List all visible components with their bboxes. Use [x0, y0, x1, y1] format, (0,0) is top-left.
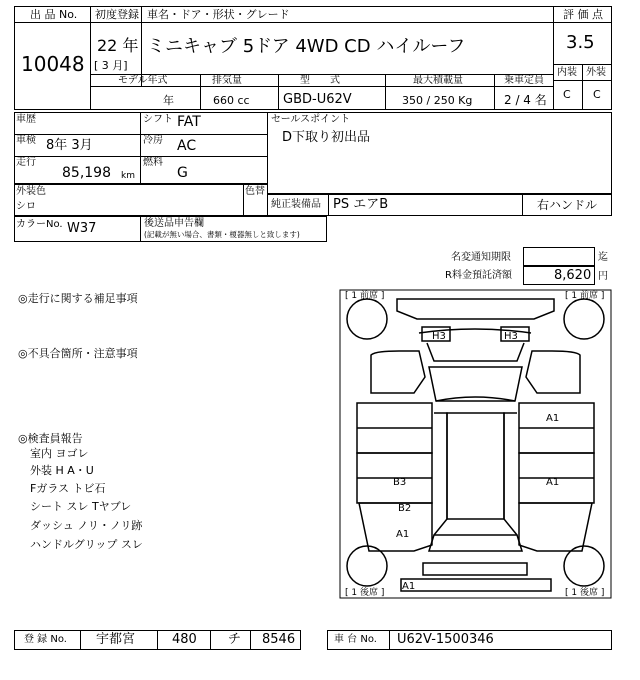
score: 3.5 — [566, 32, 595, 53]
inspector-line: 外装 H A・U — [30, 464, 94, 477]
mileage: 85,198 — [62, 165, 111, 181]
chassis-number: U62V-1500346 — [397, 632, 494, 647]
registration-kana: チ — [228, 632, 242, 647]
history-label: 車歴 — [16, 114, 36, 125]
model-year-unit: 年 — [163, 94, 174, 107]
driving-notes-title: ◎走行に関する補足事項 — [18, 292, 138, 305]
aftermarket-label: 後送品申告欄 — [144, 218, 204, 229]
mileage-unit: km — [121, 171, 135, 181]
genuine-equipment: PS エアB — [333, 197, 389, 212]
interior-grade: C — [563, 88, 571, 101]
car-name-label: 車名・ドア・形状・グレード — [147, 8, 290, 21]
registration-class: 480 — [172, 632, 197, 647]
lot-number: 10048 — [21, 52, 85, 76]
exterior-color-box — [14, 184, 268, 216]
fuel: G — [177, 165, 188, 181]
shift-label: シフト — [143, 114, 173, 125]
damage-mark-b3: B3 — [393, 477, 407, 488]
defects-title: ◎不具合箇所・注意事項 — [18, 347, 138, 360]
displacement: 660 cc — [213, 94, 250, 107]
capacity-label: 乗車定員 — [504, 75, 544, 86]
damage-mark-a1-rear: A1 — [402, 581, 416, 592]
ac: AC — [177, 138, 197, 154]
score-label: 評 価 点 — [563, 8, 603, 21]
damage-mark-a1-left: A1 — [396, 529, 410, 540]
corner-label-rear-left: [ 1 後席 ] — [345, 588, 385, 598]
genuine-label: 純正装備品 — [271, 199, 321, 210]
recycle-amount: 8,620 — [554, 268, 592, 283]
name-change-box — [523, 247, 595, 266]
recycle-unit: 円 — [598, 271, 608, 282]
registration-number: 8546 — [262, 632, 296, 647]
corner-label-front-left: [ 1 前席 ] — [345, 291, 385, 301]
damage-mark-b2: B2 — [398, 503, 412, 514]
model-year-label: モデル年式 — [118, 75, 168, 86]
sales-point-label: セールスポイント — [271, 114, 351, 125]
reg-month: [ 3 月] — [94, 59, 128, 72]
damage-mark-h3-left: H3 — [432, 331, 446, 342]
exterior-label: 外装 — [586, 67, 606, 78]
car-damage-diagram — [339, 289, 612, 599]
exterior-color-label: 外装色 — [16, 186, 46, 197]
first-reg-label: 初度登録 — [95, 8, 139, 21]
inspection: 8年 3月 — [46, 138, 93, 153]
inspection-label: 車検 — [16, 135, 36, 146]
aftermarket-note: (記載が無い場合、書類・榎器無しと致します) — [144, 230, 300, 239]
inspector-line: ハンドルグリップ スレ — [30, 538, 143, 551]
inspector-line: シート スレ Tヤブレ — [30, 500, 132, 513]
corner-label-rear-right: [ 1 後席 ] — [565, 588, 605, 598]
corner-label-front-right: [ 1 前席 ] — [565, 291, 605, 301]
ac-label: 冷房 — [143, 135, 163, 146]
sales-point: D下取り初出品 — [282, 130, 371, 145]
registration-place: 宇都宮 — [96, 632, 136, 647]
exterior-grade: C — [593, 88, 601, 101]
color-no-label: カラーNo. — [16, 219, 63, 230]
inspector-title: ◎検査員報告 — [18, 432, 83, 445]
type-label: 型 式 — [300, 75, 340, 86]
registration-label: 登 録 No. — [24, 634, 67, 645]
reg-year: 22 年 — [97, 36, 139, 55]
damage-mark-h3-right: H3 — [504, 331, 518, 342]
fuel-label: 燃料 — [143, 157, 163, 168]
inspector-line: Fガラス トビ石 — [30, 482, 106, 495]
damage-mark-a1-right-lower: A1 — [546, 477, 560, 488]
damage-mark-a1-right-upper: A1 — [546, 413, 560, 424]
interior-label: 内装 — [557, 67, 577, 78]
shift: FAT — [177, 114, 201, 130]
name-change-label: 名変通知期限 — [451, 252, 511, 263]
color-no: W37 — [67, 221, 97, 236]
capacity: 2 / 4 名 — [504, 93, 547, 107]
name-change-unit: 迄 — [598, 252, 608, 263]
chassis-label: 車 台 No. — [334, 634, 377, 645]
inspector-line: 室内 ヨゴレ — [30, 447, 89, 460]
inspector-line: ダッシュ ノリ・ノリ跡 — [30, 519, 143, 532]
displacement-label: 排気量 — [212, 75, 242, 86]
steering: 右ハンドル — [537, 198, 598, 212]
max-load: 350 / 250 Kg — [402, 94, 473, 107]
exterior-color: シロ — [16, 201, 36, 212]
lot-label: 出 品 No. — [30, 8, 78, 21]
mileage-label: 走行 — [16, 157, 36, 168]
max-load-label: 最大積載量 — [413, 75, 463, 86]
car-name: ミニキャブ 5ドア 4WD CD ハイルーフ — [147, 36, 466, 57]
model-type: GBD-U62V — [283, 92, 352, 107]
recycle-label: R料金預託済額 — [445, 270, 512, 281]
color-change-label: 色替 — [245, 186, 265, 197]
